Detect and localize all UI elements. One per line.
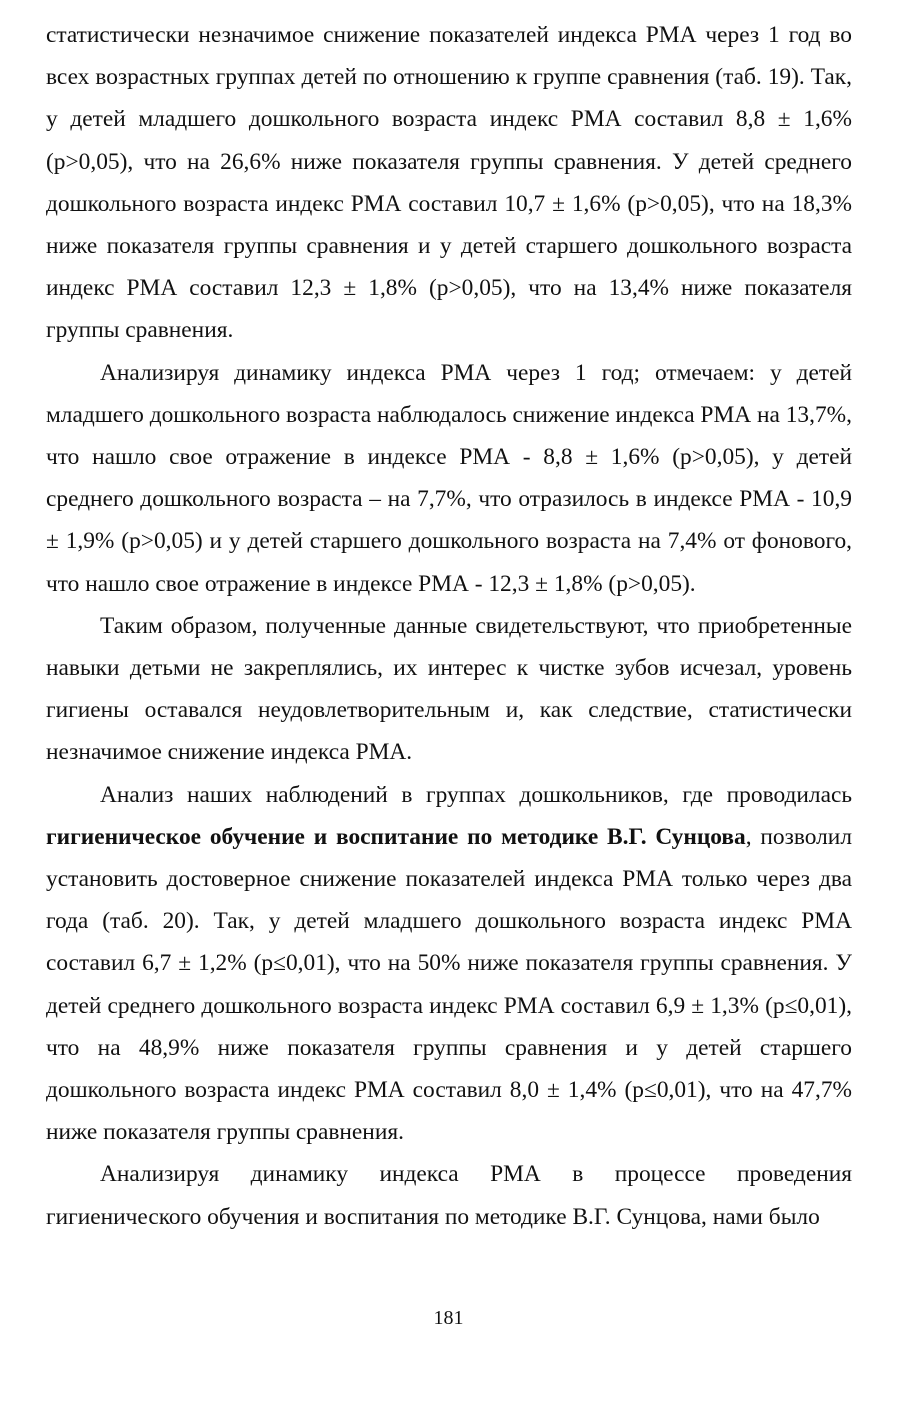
- document-page: [46, 14, 852, 1238]
- paragraph-5: Анализируя динамику индекса РМА в процессе проведения гигиенического обучения и воспитания по методике В.Г. Сунцова, нами было: [46, 1161, 852, 1230]
- paragraph-4-lead-text: Анализ наших наблюдений в группах дошкольников, где проводилась: [100, 781, 852, 808]
- paragraph-4: [46, 774, 852, 1154]
- page-number: 181: [433, 1307, 464, 1329]
- paragraph-3: Таким образом, полученные данные свидетельствуют, что приобретенные навыки детьми не закреплялись, их интерес к чистке зубов исчезал, уровень гигиены оставался неудовлетворительным и, как следствие, статистически незначимое снижение индекса РМА.: [46, 612, 852, 766]
- method-name-bold: гигиеническое обучение и воспитание по методике В.Г. Сунцова: [46, 823, 746, 850]
- paragraph-2: Анализируя динамику индекса РМА через 1 год; отмечаем: у детей младшего дошкольного возраста наблюдалось снижение индекса РМА на 13,7%, что нашло свое отражение в индексе РМА - 8,8 ± 1,6% (p>0,05), у детей среднего дошкольного возраста – на 7,7%, что отразилось в индексе РМА - 10,9 ± 1,9% (p>0,05) и у детей старшего дошкольного возраста на 7,4% от фонового, что нашло свое отражение в индексе РМА - 12,3 ± 1,8% (p>0,05).: [46, 359, 852, 597]
- paragraph-4-rest-text: , позволил установить достоверное снижение показателей индекса РМА только через два года (таб. 20). Так, у детей младшего дошкольного возраста индекс РМА составил 6,7 ± 1,2% (p≤0,01), что на 50% ниже показателя группы сравнения. У детей среднего дошкольного возраста индекс РМА составил 6,9 ± 1,3% (p≤0,01), что на 48,9% ниже показателя группы сравнения и у детей старшего дошкольного возраста индекс РМА составил 8,0 ± 1,4% (p≤0,01), что на 47,7% ниже показателя группы сравнения.: [46, 823, 852, 1146]
- paragraph-1: статистически незначимое снижение показателей индекса РМА через 1 год во всех возрастных группах детей по отношению к группе сравнения (таб. 19). Так, у детей младшего дошкольного возраста индекс РМА составил 8,8 ± 1,6% (p>0,05), что на 26,6% ниже показателя группы сравнения. У детей среднего дошкольного возраста индекс РМА составил 10,7 ± 1,6% (p>0,05), что на 18,3% ниже показателя группы сравнения и у детей старшего дошкольного возраста индекс РМА составил 12,3 ± 1,8% (p>0,05), что на 13,4% ниже показателя группы сравнения.: [46, 22, 852, 344]
